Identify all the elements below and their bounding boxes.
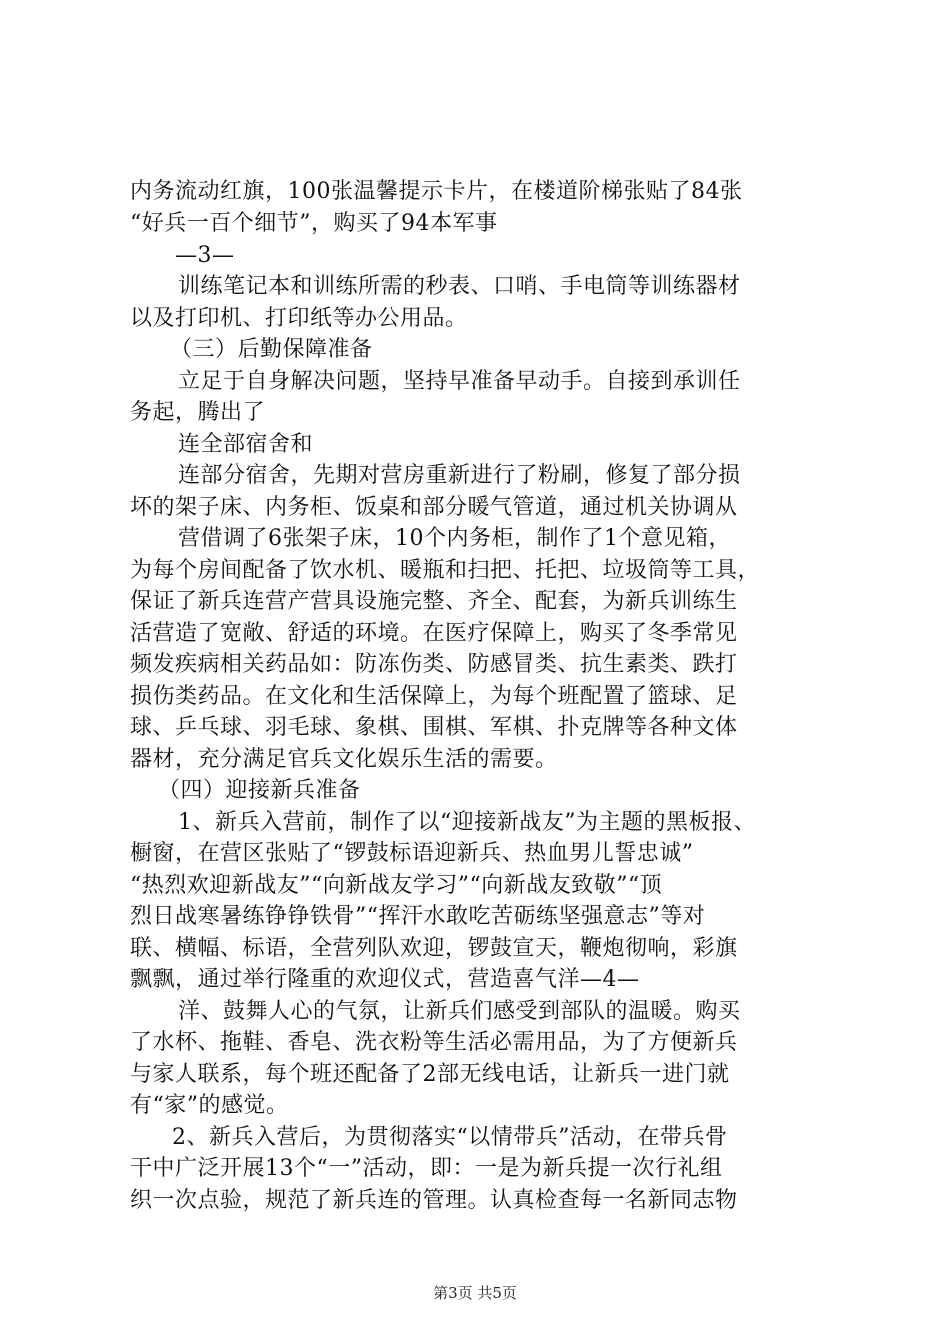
- text-line: 保证了新兵连营产营具设施完整、齐全、配套，为新兵训练生: [130, 589, 738, 614]
- text-line: 训练笔记本和训练所需的秒表、口哨、手电筒等训练器材: [178, 274, 741, 299]
- text-line: 与家人联系，每个班还配备了2部无线电话，让新兵一进门就: [130, 1062, 730, 1087]
- section-heading: （三）后勤保障准备: [170, 337, 373, 362]
- text-line: “好兵一百个细节”，购买了94本军事: [130, 211, 498, 236]
- text-line: “热烈欢迎新战友”“向新战友学习”“向新战友致敬”“顶: [130, 873, 663, 898]
- text-line: 联、横幅、标语，全营列队欢迎，锣鼓宣天，鞭炮彻响，彩旗: [130, 936, 738, 961]
- text-line: 活营造了宽敞、舒适的环境。在医疗保障上，购买了冬季常见: [130, 621, 738, 646]
- text-line: 连全部宿舍和: [178, 432, 314, 457]
- text-line: 器材，充分满足官兵文化娱乐生活的需要。: [130, 747, 558, 772]
- text-line: 洋、鼓舞人心的气氛，让新兵们感受到部队的温暖。购买: [178, 999, 741, 1024]
- text-line: 有“家”的感觉。: [130, 1093, 289, 1118]
- text-line: 连部分宿舍，先期对营房重新进行了粉刷，修复了部分损: [178, 463, 741, 488]
- text-line: 立足于自身解决问题，坚持早准备早动手。自接到承训任: [178, 369, 741, 394]
- text-line: 干中广泛开展13个“一”活动，即：一是为新兵提一次行礼组: [130, 1156, 723, 1181]
- text-line: 橱窗，在营区张贴了“锣鼓标语迎新兵、热血男儿誓忠诚”: [130, 841, 694, 866]
- text-line: 营借调了6张架子床，10个内务柜，制作了1个意见箱，: [178, 526, 731, 551]
- text-line: 频发疾病相关药品如：防冻伤类、防感冒类、抗生素类、跌打: [130, 652, 738, 677]
- text-line: 2、新兵入营后，为贯彻落实“以情带兵”活动，在带兵骨: [172, 1125, 728, 1150]
- text-line: 球、乒乓球、羽毛球、象棋、围棋、军棋、扑克牌等各种文体: [130, 715, 738, 740]
- page-marker: —3—: [175, 243, 235, 268]
- text-line: 飘飘，通过举行隆重的欢迎仪式，营造喜气洋—4—: [130, 967, 640, 992]
- text-line: 内务流动红旗，100张温馨提示卡片，在楼道阶梯张贴了84张: [130, 179, 743, 204]
- text-line: 了水杯、拖鞋、香皂、洗衣粉等生活必需用品，为了方便新兵: [130, 1030, 738, 1055]
- text-line: 坏的架子床、内务柜、饭桌和部分暖气管道，通过机关协调从: [130, 495, 738, 520]
- text-line: 为每个房间配备了饮水机、暖瓶和扫把、托把、垃圾筒等工具，: [130, 558, 761, 583]
- text-line: 损伤类药品。在文化和生活保障上，为每个班配置了篮球、足: [130, 684, 738, 709]
- section-heading: （四）迎接新兵准备: [158, 778, 361, 803]
- page-footer: 第3页 共5页: [433, 1284, 517, 1302]
- text-line: 1、新兵入营前，制作了以“迎接新战友”为主题的黑板报、: [178, 810, 756, 835]
- text-line: 以及打印机、打印纸等办公用品。: [130, 306, 468, 331]
- text-line: 烈日战寒暑练铮铮铁骨”“挥汗水敢吃苦砺练坚强意志”等对: [130, 904, 706, 929]
- text-line: 务起，腾出了: [130, 400, 266, 425]
- text-line: 织一次点验，规范了新兵连的管理。认真检查每一名新同志物: [130, 1188, 738, 1213]
